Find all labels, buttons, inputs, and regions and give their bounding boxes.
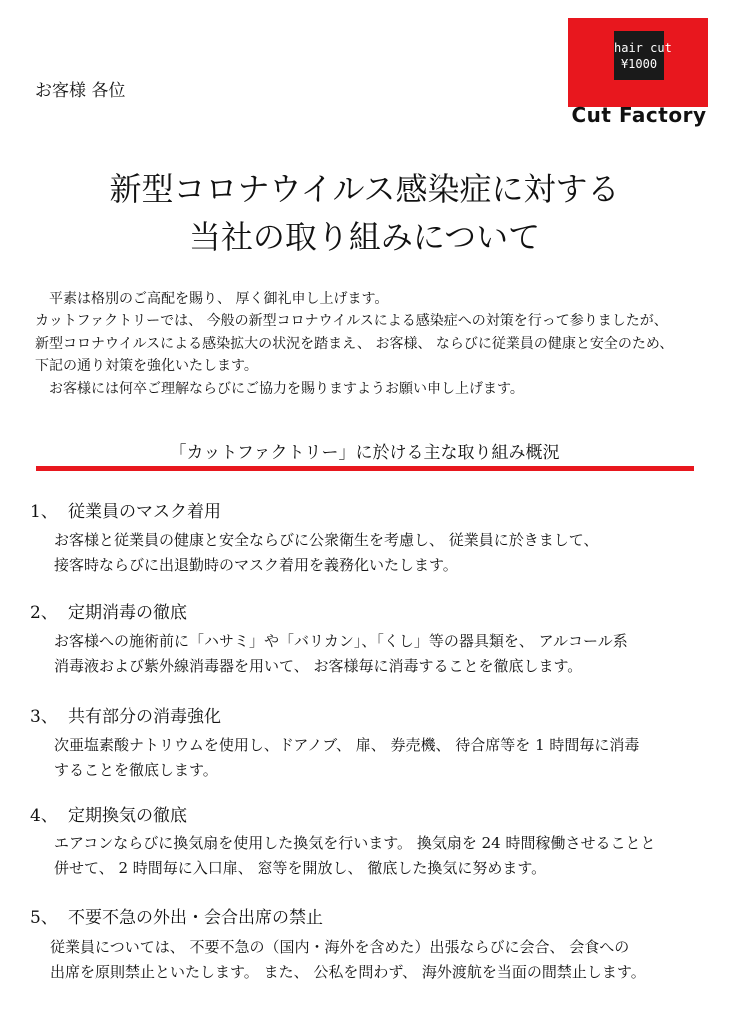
section-line: 出席を原則禁止といたします。 また、 公私を問わず、 海外渡航を当面の間禁止します。	[50, 963, 646, 981]
section-title-text: 共有部分の消毒強化	[68, 707, 221, 727]
page-title-line2: 当社の取り組みについて	[188, 218, 541, 256]
section-number: 1、	[30, 502, 58, 522]
red-divider	[36, 466, 694, 471]
logo-red-box	[568, 18, 708, 107]
section-number: 5、	[30, 908, 58, 928]
section-line: 次亜塩素酸ナトリウムを使用し、ドアノブ、 扉、 券売機、 待合席等を 1 時間毎に消毒	[54, 736, 640, 754]
logo-badge-line1: hair cut	[614, 40, 672, 55]
intro-line: カットファクトリーでは、 今般の新型コロナウイルスによる感染症への対策を行って参りましたが、	[35, 313, 668, 329]
section-title	[30, 601, 187, 625]
section-number: 3、	[30, 707, 58, 727]
intro-line: 平素は格別のご高配を賜り、 厚く御礼申し上げます。	[35, 291, 389, 307]
intro-line: お客様には何卒ご理解ならびにご協力を賜りますようお願い申し上げます。	[35, 381, 524, 397]
section-title	[30, 804, 187, 828]
logo-badge	[614, 31, 672, 80]
section-title-text: 従業員のマスク着用	[68, 502, 221, 522]
section-line: 従業員については、 不要不急の（国内・海外を含めた）出張ならびに会合、 会食への	[50, 938, 630, 956]
cut-factory-logo	[566, 18, 712, 133]
section-line: 消毒液および紫外線消毒器を用いて、 お客様毎に消毒することを徹底します。	[54, 657, 583, 675]
logo-badge-line2: ¥1000	[620, 56, 658, 71]
section-title-text: 定期消毒の徹底	[68, 603, 187, 623]
section-line: することを徹底します。	[54, 761, 218, 779]
page-title-line1: 新型コロナウイルス感染症に対する	[109, 170, 620, 208]
section-title	[30, 906, 323, 930]
section-title-text: 不要不急の外出・会合出席の禁止	[68, 908, 323, 928]
section-number: 4、	[30, 806, 58, 826]
section-line: 接客時ならびに出退勤時のマスク着用を義務化いたします。	[54, 556, 458, 574]
section-title	[30, 705, 221, 729]
section-title	[30, 500, 221, 524]
salutation: お客様 各位	[35, 81, 126, 101]
section-heading: 「カットファクトリー」に於ける主な取り組み概況	[169, 443, 560, 463]
intro-line: 新型コロナウイルスによる感染拡大の状況を踏まえ、 お客様、 ならびに従業員の健康と安全のため、	[35, 336, 674, 352]
section-line: エアコンならびに換気扇を使用した換気を行います。 換気扇を 24 時間稼働させることと	[54, 834, 656, 852]
logo-name: Cut Factory	[571, 103, 707, 127]
section-line: 併せて、 2 時間毎に入口扉、 窓等を開放し、 徹底した換気に努めます。	[54, 859, 547, 877]
intro-line: 下記の通り対策を強化いたします。	[35, 358, 258, 374]
section-title-text: 定期換気の徹底	[68, 806, 187, 826]
section-line: お客様への施術前に「ハサミ」や「バリカン」、「くし」等の器具類を、 アルコール系	[54, 632, 628, 650]
section-line: お客様と従業員の健康と安全ならびに公衆衛生を考慮し、 従業員に於きまして、	[54, 531, 599, 549]
section-number: 2、	[30, 603, 58, 623]
